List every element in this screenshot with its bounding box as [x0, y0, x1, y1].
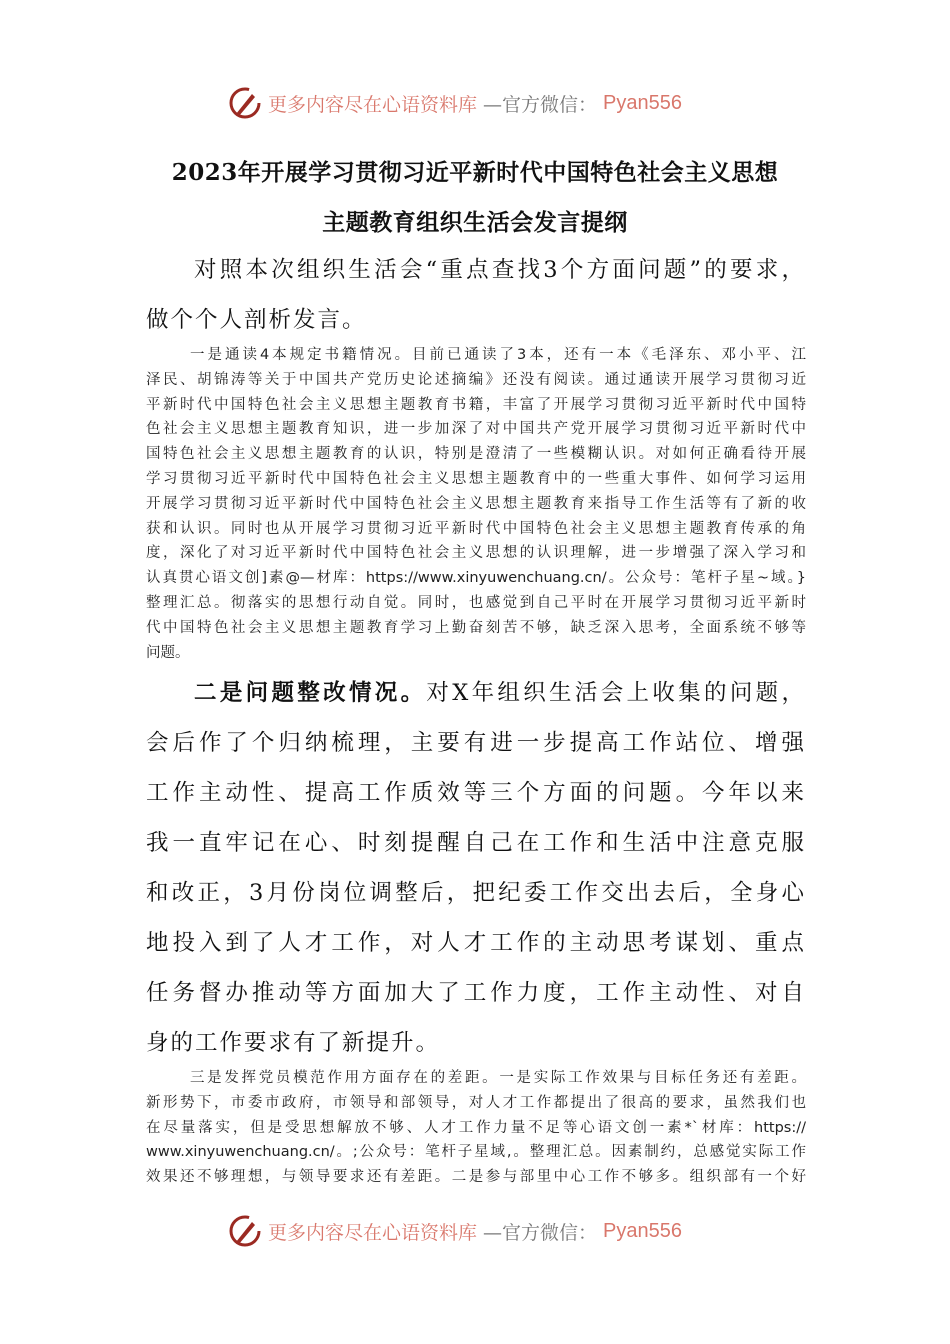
header-watermark-banner [228, 83, 682, 123]
text-line: 获和认识。同时也从开展学习贯彻习近平新时代中国特色社会主义思想主题教育传承的角 [146, 520, 806, 537]
text-line [146, 668, 806, 718]
banner-text: 更多内容尽在心语资料库 [268, 93, 478, 116]
document-title-line2: 主题教育组织生活会发言提纲 [322, 209, 628, 236]
paragraph-exemplary-role [146, 1066, 806, 1190]
text-line: 平新时代中国特色社会主义思想主题教育书籍，丰富了开展学习贯彻习近平新时代中国特 [146, 396, 806, 413]
banner-wechat-id: Pyan556 [603, 91, 682, 114]
text-line: 问题。 [146, 644, 190, 661]
paragraph-rectification [146, 668, 806, 1068]
text-line: 国特色社会主义思想主题教育的认识，特别是澄清了一些模糊认识。对如何正确看待开展 [146, 446, 806, 463]
text-line: 对照本次组织生活会“重点查找3个方面问题”的要求， [194, 257, 806, 283]
banner-text: 更多内容尽在心语资料库 [268, 1221, 478, 1244]
text-line: 泽民、胡锦涛等关于中国共产党历史论述摘编》还没有阅读。通过通读开展学习贯彻习近 [146, 371, 806, 388]
text-line: 身的工作要求有了新提升。 [146, 1030, 441, 1056]
text-line: 代中国特色社会主义思想主题教育学习上勤奋刻苦不够，缺乏深入思考，全面系统不够等 [146, 619, 806, 636]
intro-paragraph [146, 245, 806, 345]
text-span: 对X年组织生活会上收集的问题， [426, 680, 806, 706]
banner-wechat-label: —官方微信： [483, 93, 598, 116]
text-line: 整理汇总。彻落实的思想行动自觉。同时，也感觉到自己平时在开展学习贯彻习近平新时 [146, 594, 806, 611]
text-line: 三是发挥党员模范作用方面存在的差距。一是实际工作效果与目标任务还有差距。 [190, 1070, 806, 1086]
quill-logo-icon [228, 86, 262, 120]
text-line: 学习贯彻习近平新时代中国特色社会主义思想主题教育中的一些重大事件、如何学习运用 [146, 470, 806, 487]
text-line: 和改正，3月份岗位调整后，把纪委工作交出去后，全身心 [146, 880, 806, 906]
text-line: 色社会主义思想主题教育知识，进一步加深了对中国共产党开展学习贯彻习近平新时代中 [146, 421, 806, 438]
text-line: www.xinyuwenchuang.cn/。;公众号：笔杆子星域,。整理汇总。因素制约，总感觉实际工作 [146, 1144, 806, 1161]
banner-wechat-id: Pyan556 [603, 1219, 682, 1242]
text-line: 地投入到了人才工作，对人才工作的主动思考谋划、重点 [146, 930, 806, 956]
text-line: 效果还不够理想，与领导要求还有差距。二是参与部里中心工作不够多。组织部有一个好 [146, 1169, 806, 1186]
text-line: 我一直牢记在心、时刻提醒自己在工作和生活中注意克服 [146, 830, 806, 856]
text-line: 认真贯心语文创]素@—材库：https://www.xinyuwenchuang.cn/。公众号：笔杆子星~域。} [146, 570, 806, 587]
paragraph-books [146, 343, 806, 665]
text-line: 度，深化了对习近平新时代中国特色社会主义思想的认识理解，进一步增强了深入学习和 [146, 545, 806, 562]
text-line: 做个个人剖析发言。 [146, 307, 367, 333]
document-title-line1: 2023年开展学习贯彻习近平新时代中国特色社会主义思想 [171, 159, 779, 186]
text-line: 任务督办推动等方面加大了工作力度，工作主动性、对自 [146, 980, 806, 1006]
paragraph-lead: 二是问题整改情况。 [194, 680, 427, 706]
text-line: 开展学习贯彻习近平新时代中国特色社会主义思想主题教育来指导工作生活等有了新的收 [146, 495, 806, 512]
text-line: 会后作了个归纳梳理，主要有进一步提高工作站位、增强 [146, 730, 806, 756]
text-line: 工作主动性、提高工作质效等三个方面的问题。今年以来 [146, 780, 806, 806]
quill-logo-icon [228, 1214, 262, 1248]
text-line: 一是通读4本规定书籍情况。目前已通读了3本，还有一本《毛泽东、邓小平、江 [190, 347, 806, 363]
text-line: 在尽量落实，但是受思想解放不够、人才工作力量不足等心语文创一素*`材库：https:// [146, 1119, 806, 1136]
banner-wechat-label: —官方微信： [483, 1221, 598, 1244]
footer-watermark-banner [228, 1211, 682, 1251]
text-line: 新形势下，市委市政府，市领导和部领导，对人才工作都提出了很高的要求，虽然我们也 [146, 1094, 806, 1111]
